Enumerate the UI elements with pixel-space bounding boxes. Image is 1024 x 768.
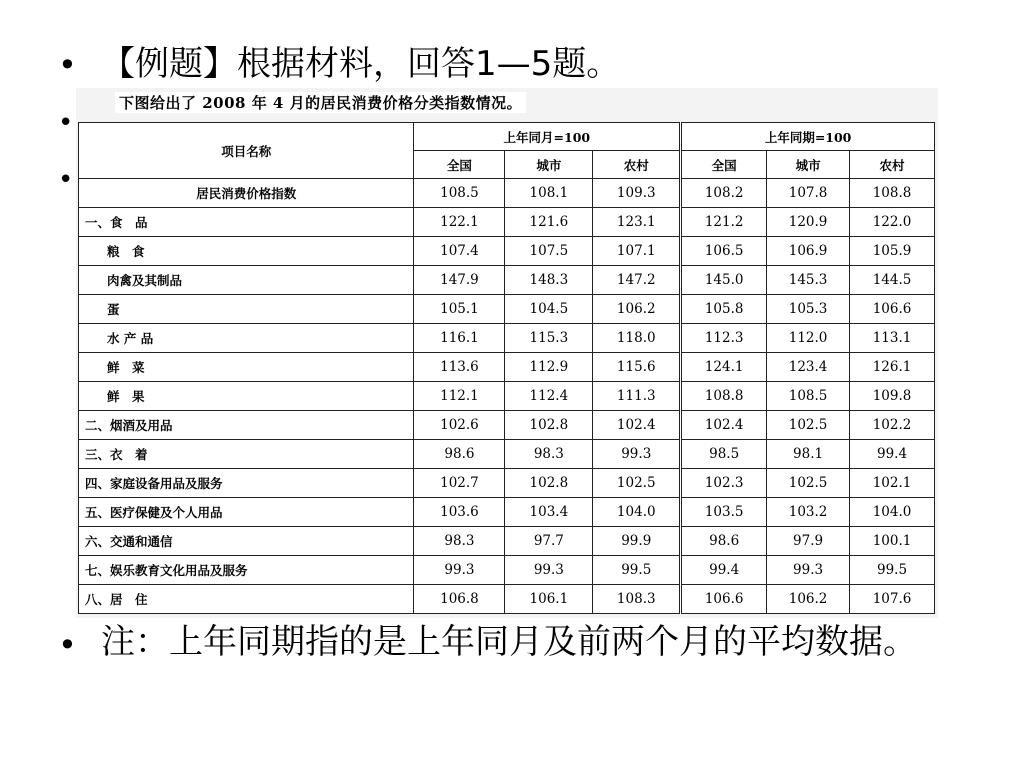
cell-value: 108.5 (414, 179, 505, 208)
cell-value: 99.4 (850, 440, 935, 469)
row-item-name: 鲜 菜 (79, 353, 414, 382)
row-item-name: 七、娱乐教育文化用品及服务 (79, 556, 414, 585)
cell-value: 113.6 (414, 353, 505, 382)
cell-value: 145.0 (681, 266, 767, 295)
cell-value: 122.1 (414, 208, 505, 237)
cell-value: 112.0 (767, 324, 850, 353)
cell-value: 99.5 (850, 556, 935, 585)
row-item-name: 肉禽及其制品 (79, 266, 414, 295)
row-item-name: 鲜 果 (79, 382, 414, 411)
table-row (79, 324, 935, 353)
cell-value: 102.4 (681, 411, 767, 440)
cell-value: 98.6 (414, 440, 505, 469)
cell-value: 107.8 (767, 179, 850, 208)
cell-value: 123.4 (767, 353, 850, 382)
cell-value: 121.6 (505, 208, 593, 237)
cell-value: 104.0 (593, 498, 681, 527)
cell-value: 145.3 (767, 266, 850, 295)
row-item-name: 三、衣 着 (79, 440, 414, 469)
cell-value: 102.4 (593, 411, 681, 440)
note-text: 注：上年同期指的是上年同月及前两个月的平均数据。 (101, 622, 917, 662)
cell-value: 105.3 (767, 295, 850, 324)
cell-value: 104.0 (850, 498, 935, 527)
cell-value: 103.4 (505, 498, 593, 527)
table-row (79, 469, 935, 498)
cell-value: 106.8 (414, 585, 505, 614)
cell-value: 124.1 (681, 353, 767, 382)
cell-value: 126.1 (850, 353, 935, 382)
header-urban: 城市 (505, 151, 593, 179)
cell-value: 108.2 (681, 179, 767, 208)
row-item-name: 蛋 (79, 295, 414, 324)
cell-value: 112.9 (505, 353, 593, 382)
cell-value: 102.5 (767, 411, 850, 440)
cell-value: 102.8 (505, 411, 593, 440)
header-national: 全国 (681, 151, 767, 179)
table-row (79, 237, 935, 266)
table-row (79, 353, 935, 382)
bullet-dot: • (58, 46, 77, 84)
cell-value: 100.1 (850, 527, 935, 556)
cell-value: 108.3 (593, 585, 681, 614)
table-header-row (79, 123, 935, 151)
row-item-name: 一、食 品 (79, 208, 414, 237)
table-row (79, 498, 935, 527)
cell-value: 99.9 (593, 527, 681, 556)
cell-value: 108.8 (850, 179, 935, 208)
cell-value: 98.1 (767, 440, 850, 469)
slide-title: 【例题】根据材料，回答1—5题。 (101, 44, 621, 84)
row-item-name: 居民消费价格指数 (79, 179, 414, 208)
cell-value: 98.5 (681, 440, 767, 469)
cell-value: 106.9 (767, 237, 850, 266)
row-item-name: 水 产 品 (79, 324, 414, 353)
cell-value: 106.1 (505, 585, 593, 614)
bullet-dot: • (58, 165, 74, 195)
cell-value: 103.6 (414, 498, 505, 527)
cell-value: 112.4 (505, 382, 593, 411)
cell-value: 122.0 (850, 208, 935, 237)
cell-value: 106.2 (593, 295, 681, 324)
cell-value: 109.8 (850, 382, 935, 411)
cell-value: 108.8 (681, 382, 767, 411)
cell-value: 148.3 (505, 266, 593, 295)
header-group-same-period: 上年同期=100 (681, 123, 935, 151)
row-item-name: 二、烟酒及用品 (79, 411, 414, 440)
bullet-dot: • (58, 626, 77, 664)
row-item-name: 五、医疗保健及个人用品 (79, 498, 414, 527)
cell-value: 105.9 (850, 237, 935, 266)
table-row (79, 208, 935, 237)
cell-value: 106.6 (681, 585, 767, 614)
cell-value: 105.8 (681, 295, 767, 324)
cell-value: 97.7 (505, 527, 593, 556)
cell-value: 103.2 (767, 498, 850, 527)
cell-value: 102.1 (850, 469, 935, 498)
cell-value: 102.2 (850, 411, 935, 440)
header-rural: 农村 (850, 151, 935, 179)
cell-value: 115.3 (505, 324, 593, 353)
cell-value: 102.7 (414, 469, 505, 498)
cpi-table (78, 122, 935, 614)
cell-value: 98.3 (414, 527, 505, 556)
material-caption: 下图给出了 2008 年 4 月的居民消费价格分类指数情况。 (115, 92, 526, 113)
table-row (79, 585, 935, 614)
cell-value: 99.3 (767, 556, 850, 585)
cell-value: 98.3 (505, 440, 593, 469)
cell-value: 102.5 (767, 469, 850, 498)
row-item-name: 六、交通和通信 (79, 527, 414, 556)
cell-value: 106.2 (767, 585, 850, 614)
table-row (79, 440, 935, 469)
cell-value: 107.5 (505, 237, 593, 266)
bullet-dot: • (58, 108, 74, 138)
cell-value: 147.2 (593, 266, 681, 295)
cell-value: 107.4 (414, 237, 505, 266)
table-row (79, 266, 935, 295)
cell-value: 103.5 (681, 498, 767, 527)
header-urban: 城市 (767, 151, 850, 179)
header-national: 全国 (414, 151, 505, 179)
table-row (79, 411, 935, 440)
table-row (79, 527, 935, 556)
cell-value: 102.5 (593, 469, 681, 498)
cell-value: 123.1 (593, 208, 681, 237)
cell-value: 99.4 (681, 556, 767, 585)
cell-value: 108.5 (767, 382, 850, 411)
header-item-name: 项目名称 (79, 123, 414, 179)
cell-value: 144.5 (850, 266, 935, 295)
cell-value: 120.9 (767, 208, 850, 237)
cell-value: 99.3 (505, 556, 593, 585)
table-row (79, 295, 935, 324)
table-row (79, 179, 935, 208)
cell-value: 99.3 (593, 440, 681, 469)
cell-value: 99.5 (593, 556, 681, 585)
row-item-name: 粮 食 (79, 237, 414, 266)
cell-value: 102.6 (414, 411, 505, 440)
cell-value: 115.6 (593, 353, 681, 382)
header-rural: 农村 (593, 151, 681, 179)
cell-value: 107.1 (593, 237, 681, 266)
cell-value: 105.1 (414, 295, 505, 324)
cell-value: 102.3 (681, 469, 767, 498)
cell-value: 112.1 (414, 382, 505, 411)
cell-value: 106.6 (850, 295, 935, 324)
cell-value: 109.3 (593, 179, 681, 208)
cell-value: 118.0 (593, 324, 681, 353)
table-row (79, 556, 935, 585)
cell-value: 112.3 (681, 324, 767, 353)
cell-value: 116.1 (414, 324, 505, 353)
cell-value: 98.6 (681, 527, 767, 556)
cell-value: 99.3 (414, 556, 505, 585)
cell-value: 113.1 (850, 324, 935, 353)
header-group-same-month: 上年同月=100 (414, 123, 681, 151)
cell-value: 104.5 (505, 295, 593, 324)
cell-value: 108.1 (505, 179, 593, 208)
cell-value: 111.3 (593, 382, 681, 411)
cell-value: 97.9 (767, 527, 850, 556)
cell-value: 121.2 (681, 208, 767, 237)
cell-value: 147.9 (414, 266, 505, 295)
table-row (79, 382, 935, 411)
row-item-name: 四、家庭设备用品及服务 (79, 469, 414, 498)
cell-value: 107.6 (850, 585, 935, 614)
cell-value: 102.8 (505, 469, 593, 498)
cell-value: 106.5 (681, 237, 767, 266)
row-item-name: 八、居 住 (79, 585, 414, 614)
